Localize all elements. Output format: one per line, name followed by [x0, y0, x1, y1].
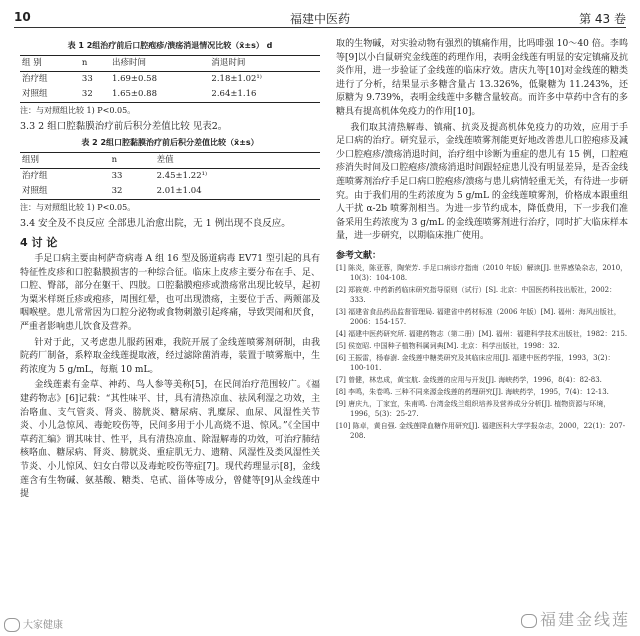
table-row	[20, 169, 320, 185]
volume-label: 第 43 卷	[579, 12, 626, 26]
table-header-row	[20, 153, 320, 169]
reference-item: [9] 唐庆九，丁家宜，朱甫鸣. 台湾金线兰组织培养及营养成分分析[J]. 植物资源与环境，1996，5(3)：25-27.	[336, 399, 611, 418]
table-header: n	[81, 58, 88, 68]
body-paragraph: 金线莲素有金草、神药、鸟人参等美称[5]，在民间治疗范围较广。《福建药物志》[6]记载：“其性味平、甘，具有清热凉血、祛风利湿之功效，主治咯血、支气管炎、肾炎、膀胱炎、糖尿病、乳糜尿、血尿、风湿性关节炎、小儿急惊风、毒蛇咬伤等，民间多用于小儿高烧不退、惊风。”《全国中草药汇编》谓其味甘、性平，具有清热凉血、除湿解毒的功效，可治疗肺结核咯血、糖尿病、肾炎、膀胱炎、重症肌无力、遗精、风湿性及类风湿性关节炎、小儿惊风、妇女白带以及毒蛇咬伤等症[7]。现代药理显示[8]，金线莲含有生物碱、氨基酸、糖类、皂甙、甾体等成分，曾健等[9]从金线莲中提	[20, 380, 320, 500]
table-header-row	[20, 56, 320, 72]
body-paragraph: 手足口病主要由柯萨奇病毒 A 组 16 型及肠道病毒 EV71 型引起的具有特征性皮疹和口腔黏膜损害的一种综合征。临床上皮疹主要分布在手、足、口腔、臀部，部分在躯干、四肢。口腔黏膜疱疹或溃疡常出现比较早，起初为粟米样斑丘疹或疱疹，周围红晕，也可出现溃疡，主要位于舌、两颊部及咽喉壁。患儿常常因为口腔分泌物或食物刺激引起疼痛，导致哭闹和厌食，严重者影响患儿饮食及营养。	[20, 254, 320, 332]
table-row	[20, 72, 320, 88]
watermark-left-text: 大家健康	[23, 620, 63, 631]
watermark-right	[521, 607, 630, 630]
reference-list	[336, 263, 628, 441]
table-header: 组 别	[22, 58, 42, 68]
table-cell: 33	[111, 171, 123, 181]
discussion-heading: 4 讨 论	[20, 236, 58, 249]
journal-title: 福建中医药	[289, 12, 351, 26]
reference-item: [2] 郑筱萸. 中药新药临床研究指导原则（试行）[S]. 北京：中国医药科技出版社，2002：333.	[336, 285, 617, 304]
reference-item: [8] 李鸣，朱卷鸣. 三种不同来源金线莲的药理研究[J]. 海峡药学，1995，7(4)：12-13.	[336, 387, 609, 396]
body-paragraph: 我们取其清热解毒、镇痛、抗炎及提高机体免疫力的功效，应用于手足口病的治疗。研究显示，金线莲喷雾剂能更好地改善患儿口腔疱疹及减少口腔疱疹/溃疡消退时间，治疗组中诊断为重症的患儿有 15 例，口腔疱疹消失时间及口腔疱疹/溃疡消退时间跟轻症患儿没有明显差异，是否金线莲喷雾剂治疗手足口病口腔疱疹/溃疡与患儿病情轻重无关，有待进一步研究。由于我们用的生药浓度为 5 g/mL 的金线莲喷雾剂，价格成本跟重组人干扰 α-2b 喷雾剂相当。为进一步节约成本，降低费用，下一步我们准备采用生药浓度为 3 g/mL 的金线莲喷雾剂进行治疗，同时扩大临床样本量，进一步研究，以期临床推广使用。	[336, 122, 628, 242]
reference-item: [10] 陈卓，黄自强. 金线莲降血糖作用研究[J]. 福建医科大学学报杂志，2000，22(1)：207-208.	[336, 421, 626, 440]
section-3-4: 3.4 安全及不良反应 全部患儿治愈出院，无 1 例出现不良反应。	[20, 218, 291, 229]
table2-note: 注：与对照组比较 1) P<0.05。	[20, 203, 136, 212]
table2-caption: 表 2 2组口腔黏膜治疗前后积分差值比较（x̄±s）	[81, 138, 259, 147]
table-header: n	[111, 155, 118, 165]
table-cell: 治疗组	[22, 171, 48, 181]
table-header: 组别	[22, 155, 40, 165]
table1	[20, 55, 320, 103]
table-cell: 治疗组	[22, 74, 48, 84]
reference-item: [5] 侯宽昭. 中国种子植物科属词典[M]. 北京：科学出版社，1998：32.	[336, 341, 560, 350]
table-cell: 1.69±0.58	[112, 74, 157, 84]
reference-item: [6] 王振雷，杨春澍. 金线莲中糖类研究及其临床应用[J]. 福建中医药学报，1993，3(2)：100-101.	[336, 353, 615, 372]
left-column	[20, 38, 320, 504]
table-cell: 32	[111, 186, 123, 196]
table-cell: 对照组	[22, 89, 48, 99]
reference-item: [3] 福建省食品药品监督管理局. 福建省中药材标准（2006 年版）[M]. 福州：海风出版社，2006：154-157.	[336, 307, 621, 326]
table-header: 出疹时间	[112, 58, 147, 68]
table-cell: 32	[81, 89, 93, 99]
table1-note: 注：与对照组比较 1) P<0.05。	[20, 106, 136, 115]
table-cell: 2.64±1.16	[211, 89, 257, 99]
body-paragraph: 针对于此，又考虑患儿服药困难，我院开展了金线莲喷雾剂研制，由我院药厂制备，系粹取金线莲提取液，经过滤除菌消毒，装置于喷雾瓶中，生药浓度为 5 g/mL，每瓶 10 mL。	[20, 337, 320, 375]
section-3-3: 3.3 2 组口腔黏膜治疗前后积分差值比较 见表2。	[20, 121, 228, 132]
page-header	[14, 6, 626, 28]
table2	[20, 152, 320, 200]
right-column	[336, 38, 628, 443]
table-cell: 2.45±1.22¹⁾	[156, 171, 208, 181]
reference-item: [7] 曾健，林忠成，黄宝航. 金线莲的应用与开发[J]. 海峡药学，1996，8(4)：82-83.	[336, 375, 602, 384]
references-title: 参考文献：	[336, 250, 382, 261]
chat-bubble-icon	[4, 618, 20, 632]
table-cell: 对照组	[22, 186, 48, 196]
table-header: 差值	[156, 155, 174, 165]
table-row	[20, 184, 320, 200]
watermark-right-text: 福建金线莲	[539, 610, 630, 629]
page-number: 10	[14, 10, 31, 24]
table-cell: 2.18±1.02¹⁾	[211, 74, 262, 84]
watermark-left	[4, 616, 63, 632]
table-cell: 1.65±0.88	[112, 89, 157, 99]
reference-item: [4] 福建中医药研究所. 福建药物志（第二册）[M]. 福州：福建科学技术出版社，1982：215.	[336, 329, 628, 338]
table-cell: 2.01±1.04	[156, 186, 202, 196]
table1-caption: 表 1 2组治疗前后口腔疱疹/溃疡消退情况比较（x̄±s） d	[67, 41, 273, 50]
table-header: 消退时间	[211, 58, 246, 68]
table-row	[20, 87, 320, 103]
body-paragraph: 取的生物碱，对实验动物有强烈的镇痛作用，比吗啡强 10～40 倍。李鸣等[9]以小白鼠研究金线莲的药理作用，表明金线莲有明显的安定镇痛及抗炎作用，进一步验证了金线莲的临床疗效。唐庆九等[10]对金线莲的糖类进行了分析，结果显示多糖含量占 13.326%，低聚糖为 11.243%，还原糖为 9.739%，表明金线莲中多糖含量较高。而许多中草药中含有的多糖具有提高机体免疫力的作用[10]。	[336, 39, 628, 117]
header-rule	[14, 27, 626, 28]
table-cell: 33	[81, 74, 93, 84]
chat-bubble-icon	[521, 614, 537, 628]
reference-item: [1] 陈炎，陈亚蓉，陶荣芳. 手足口病诊疗指南（2010 年版）解读[J]. 世界感染杂志，2010，10(3)：104-108.	[336, 263, 628, 282]
